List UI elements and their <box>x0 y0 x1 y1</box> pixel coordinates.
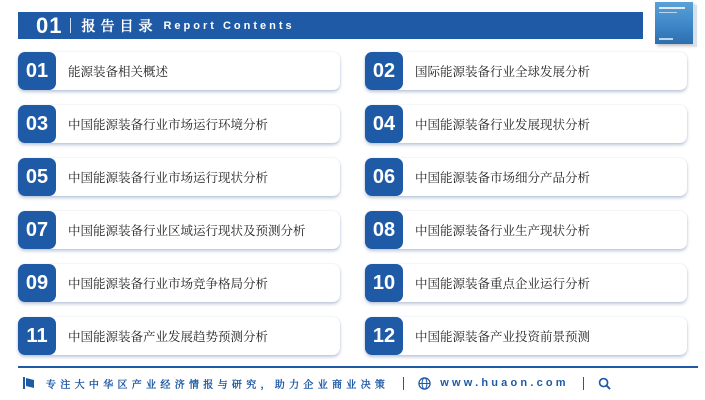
toc-item-number: 11 <box>18 317 56 355</box>
toc-item-number: 06 <box>365 158 403 196</box>
toc-item-number: 01 <box>18 52 56 90</box>
toc-item-11[interactable] <box>18 317 340 355</box>
footer-divider <box>403 377 404 390</box>
search-icon[interactable] <box>598 377 611 390</box>
toc-item-05[interactable] <box>18 158 340 196</box>
globe-icon <box>418 377 431 390</box>
page-subtitle: Report Contents <box>163 19 295 32</box>
toc-item-number: 09 <box>18 264 56 302</box>
toc-item-label: 中国能源装备行业区域运行现状及预测分析 <box>68 223 306 238</box>
section-number: 01 <box>36 12 63 38</box>
toc-item-number: 07 <box>18 211 56 249</box>
toc-item-label: 中国能源装备行业市场运行环境分析 <box>68 117 269 132</box>
toc-item-number: 10 <box>365 264 403 302</box>
toc-item-number: 12 <box>365 317 403 355</box>
footer-slogan: 专注大中华区产业经济情报与研究，助力企业商业决策 <box>46 379 390 391</box>
toc-item-07[interactable] <box>18 211 340 249</box>
toc-item-label: 国际能源装备行业全球发展分析 <box>415 64 591 79</box>
header-bar <box>18 12 643 39</box>
website-link[interactable]: www.huaon.com <box>440 377 569 389</box>
toc-item-label: 中国能源装备市场细分产品分析 <box>415 170 591 185</box>
footer <box>18 372 705 394</box>
toc-item-04[interactable] <box>365 105 687 143</box>
header-divider <box>70 18 71 33</box>
flag-icon <box>22 376 36 390</box>
toc-item-09[interactable] <box>18 264 340 302</box>
toc-item-label: 中国能源装备产业投资前景预测 <box>415 329 591 344</box>
toc-item-label: 中国能源装备重点企业运行分析 <box>415 276 591 291</box>
toc-item-number: 05 <box>18 158 56 196</box>
toc-item-12[interactable] <box>365 317 687 355</box>
toc-item-01[interactable] <box>18 52 340 90</box>
footer-divider <box>583 377 584 390</box>
toc-item-02[interactable] <box>365 52 687 90</box>
toc-item-number: 02 <box>365 52 403 90</box>
toc-item-label: 中国能源装备行业生产现状分析 <box>415 223 591 238</box>
toc-item-label: 中国能源装备行业市场竞争格局分析 <box>68 276 269 291</box>
toc-item-03[interactable] <box>18 105 340 143</box>
toc-item-08[interactable] <box>365 211 687 249</box>
toc-item-label: 中国能源装备行业发展现状分析 <box>415 117 591 132</box>
toc-item-06[interactable] <box>365 158 687 196</box>
toc-item-number: 08 <box>365 211 403 249</box>
footer-divider <box>18 366 698 368</box>
toc-item-number: 04 <box>365 105 403 143</box>
toc-item-10[interactable] <box>365 264 687 302</box>
toc-item-label: 能源装备相关概述 <box>68 64 169 79</box>
report-book-icon <box>655 2 697 48</box>
toc-item-label: 中国能源装备产业发展趋势预测分析 <box>68 329 269 344</box>
page-title: 报告目录 <box>81 18 158 35</box>
toc-item-number: 03 <box>18 105 56 143</box>
toc-item-label: 中国能源装备行业市场运行现状分析 <box>68 170 269 185</box>
